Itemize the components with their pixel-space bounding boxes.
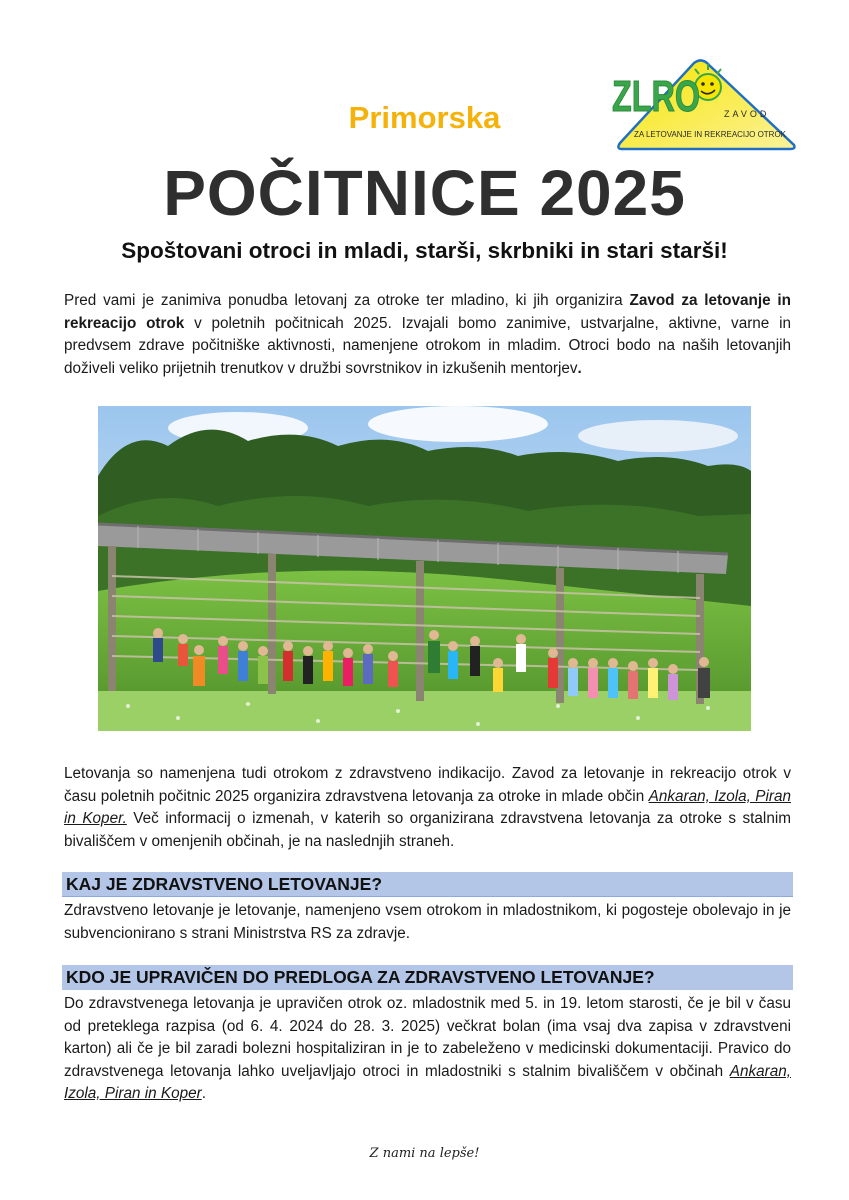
intro-text-2: v poletnih počitnicah 2025. Izvajali bomo zanimive, ustvarjalne, aktivne, varne in predvsem zdrave počitniške aktivnosti, namenjene otrokom in mladim. Otroci bodo na naših letovanjih doživeli veliko prijetnih trenutkov v družbi sovrstnikov in izkušenih mentorjev — [64, 314, 791, 377]
footer-slogan: Z nami na lepše! — [369, 1146, 480, 1161]
health-intro-text-2: Več informacij o izmenah, v katerih so organizirana zdravstvena letovanja za otroke s stalnim bivališčem v omenjenih občinah, je na naslednjih straneh. — [64, 810, 791, 850]
intro-paragraph — [64, 290, 791, 380]
greeting: Spoštovani otroci in mladi, starši, skrbniki in stari starši! — [121, 238, 728, 263]
section-heading-what-is: KAJ JE ZDRAVSTVENO LETOVANJE? — [62, 872, 793, 897]
section-heading-eligibility: KDO JE UPRAVIČEN DO PREDLOGA ZA ZDRAVSTVENO LETOVANJE? — [62, 965, 793, 990]
intro-end: . — [577, 359, 582, 377]
section-eligibility-text — [64, 993, 791, 1106]
municipalities-link: Ankaran, Izola, Piran in Koper. — [64, 787, 791, 827]
logo-line2: ZA LETOVANJE IN REKREACIJO OTROK — [634, 130, 787, 139]
health-intro-paragraph — [64, 763, 791, 853]
intro-text-1: Pred vami je zanimiva ponudba letovanj za otroke ter mladino, ki jih organizira — [64, 292, 630, 309]
logo-wordmark: ZLRO — [612, 72, 700, 121]
hayrack-photo-illustration — [98, 406, 751, 731]
logo-line1: ZAVOD — [724, 109, 770, 119]
organization-name: Zavod za letovanje in rekreacijo otrok — [64, 292, 792, 332]
eligibility-municipalities: Ankaran, Izola, Piran in Koper — [64, 1062, 791, 1102]
page-title: POČITNICE 2025 — [163, 157, 686, 229]
camp-group-photo — [98, 406, 751, 731]
eligibility-end: . — [201, 1085, 206, 1102]
section-what-is-text: Zdravstveno letovanje je letovanje, namenjeno vsem otrokom in mladostnikom, ki pogosteje obolevajo in je subvencionirano s strani Ministrstva RS za zdravje. — [64, 902, 791, 942]
region-title: Primorska — [348, 100, 501, 135]
health-intro-text-1: Letovanja so namenjena tudi otrokom z zdravstveno indikacijo. Zavod za letovanje in rekreacijo otrok v času poletnih počitnic 2025 organizira zdravstvena letovanja za otroke in mlade občin — [64, 765, 791, 805]
eligibility-text-1: Do zdravstvenega letovanja je upravičen otrok oz. mladostnik med 5. in 19. letom starosti, če je bil v času od preteklega razpisa (od 6. 4. 2024 do 28. 3. 2025) večkrat bolan (ima vsaj dva zapisa v zdravstveni karton) ali če je bil zaradi bolezni hospitaliziran in je to zabeleženo v medicinski dokumentaciji. Pravico do zdravstvenega letovanja lahko uveljavljajo otroci in mladostniki s stalnim bivališčem v občinah — [64, 995, 791, 1080]
